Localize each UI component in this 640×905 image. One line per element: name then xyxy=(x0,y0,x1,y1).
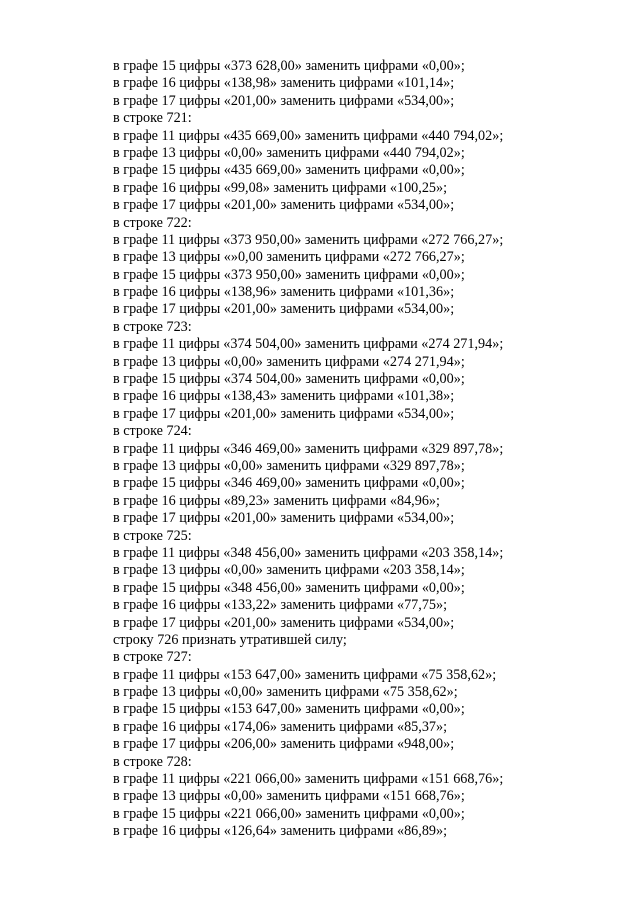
text-line: в графе 16 цифры «138,96» заменить цифрами «101,36»; xyxy=(113,284,455,301)
text-line: в графе 11 цифры «221 066,00» заменить цифрами «151 668,76»; xyxy=(113,771,504,788)
text-line: в графе 16 цифры «138,98» заменить цифрами «101,14»; xyxy=(113,75,455,92)
text-line: в графе 16 цифры «133,22» заменить цифрами «77,75»; xyxy=(113,597,448,614)
text-line: в графе 17 цифры «201,00» заменить цифрами «534,00»; xyxy=(113,614,455,631)
text-line: в графе 16 цифры «99,08» заменить цифрами «100,25»; xyxy=(113,179,448,196)
text-line: в графе 15 цифры «346 469,00» заменить цифрами «0,00»; xyxy=(113,475,465,492)
text-line: в графе 13 цифры «0,00» заменить цифрами «440 794,02»; xyxy=(113,144,465,161)
text-line: в графе 15 цифры «221 066,00» заменить цифрами «0,00»; xyxy=(113,805,465,822)
text-line: в графе 13 цифры «0,00» заменить цифрами «329 897,78»; xyxy=(113,457,465,474)
text-line: в графе 17 цифры «201,00» заменить цифрами «534,00»; xyxy=(113,301,455,318)
text-line: в графе 11 цифры «348 456,00» заменить цифрами «203 358,14»; xyxy=(113,544,504,561)
text-line: в графе 15 цифры «373 950,00» заменить цифрами «0,00»; xyxy=(113,266,465,283)
text-line: в графе 16 цифры «138,43» заменить цифрами «101,38»; xyxy=(113,388,455,405)
text-line: в строке 728: xyxy=(113,753,192,770)
text-line: в строке 727: xyxy=(113,649,192,666)
text-line: в графе 15 цифры «373 628,00» заменить цифрами «0,00»; xyxy=(113,58,465,74)
text-line: в графе 13 цифры «»0,00 заменить цифрами «272 766,27»; xyxy=(113,249,465,266)
text-line: в строке 724: xyxy=(113,423,192,440)
text-line: в графе 16 цифры «89,23» заменить цифрами «84,96»; xyxy=(113,492,440,509)
text-line: в графе 16 цифры «126,64» заменить цифрами «86,89»; xyxy=(113,823,448,840)
amendment-list xyxy=(113,58,613,841)
text-line: в графе 13 цифры «0,00» заменить цифрами «75 358,62»; xyxy=(113,684,458,701)
text-line: в графе 15 цифры «374 504,00» заменить цифрами «0,00»; xyxy=(113,371,465,388)
text-line: в графе 17 цифры «201,00» заменить цифрами «534,00»; xyxy=(113,92,455,109)
text-line: в графе 17 цифры «201,00» заменить цифрами «534,00»; xyxy=(113,197,455,214)
text-line: в строке 721: xyxy=(113,110,192,127)
text-line: в графе 11 цифры «435 669,00» заменить цифрами «440 794,02»; xyxy=(113,127,504,144)
text-line: в графе 17 цифры «201,00» заменить цифрами «534,00»; xyxy=(113,510,455,527)
text-line: в графе 15 цифры «435 669,00» заменить цифрами «0,00»; xyxy=(113,162,465,179)
text-line: в графе 13 цифры «0,00» заменить цифрами «274 271,94»; xyxy=(113,353,465,370)
text-line: в графе 13 цифры «0,00» заменить цифрами «151 668,76»; xyxy=(113,788,465,805)
text-line: в строке 722: xyxy=(113,214,192,231)
text-line: в графе 13 цифры «0,00» заменить цифрами «203 358,14»; xyxy=(113,562,465,579)
text-line: в графе 15 цифры «348 456,00» заменить цифрами «0,00»; xyxy=(113,579,465,596)
text-line: строку 726 признать утратившей силу; xyxy=(113,631,347,648)
text-line: в графе 11 цифры «346 469,00» заменить цифрами «329 897,78»; xyxy=(113,440,504,457)
text-line: в графе 11 цифры «374 504,00» заменить цифрами «274 271,94»; xyxy=(113,336,504,353)
text-line: в графе 11 цифры «153 647,00» заменить цифрами «75 358,62»; xyxy=(113,666,497,683)
text-line: в графе 16 цифры «174,06» заменить цифрами «85,37»; xyxy=(113,718,448,735)
text-line: в строке 723: xyxy=(113,318,192,335)
text-line: в графе 17 цифры «206,00» заменить цифрами «948,00»; xyxy=(113,736,455,753)
text-line: в графе 11 цифры «373 950,00» заменить цифрами «272 766,27»; xyxy=(113,231,504,248)
text-line: в графе 17 цифры «201,00» заменить цифрами «534,00»; xyxy=(113,405,455,422)
text-line: в графе 15 цифры «153 647,00» заменить цифрами «0,00»; xyxy=(113,701,465,718)
text-line: в строке 725: xyxy=(113,527,192,544)
